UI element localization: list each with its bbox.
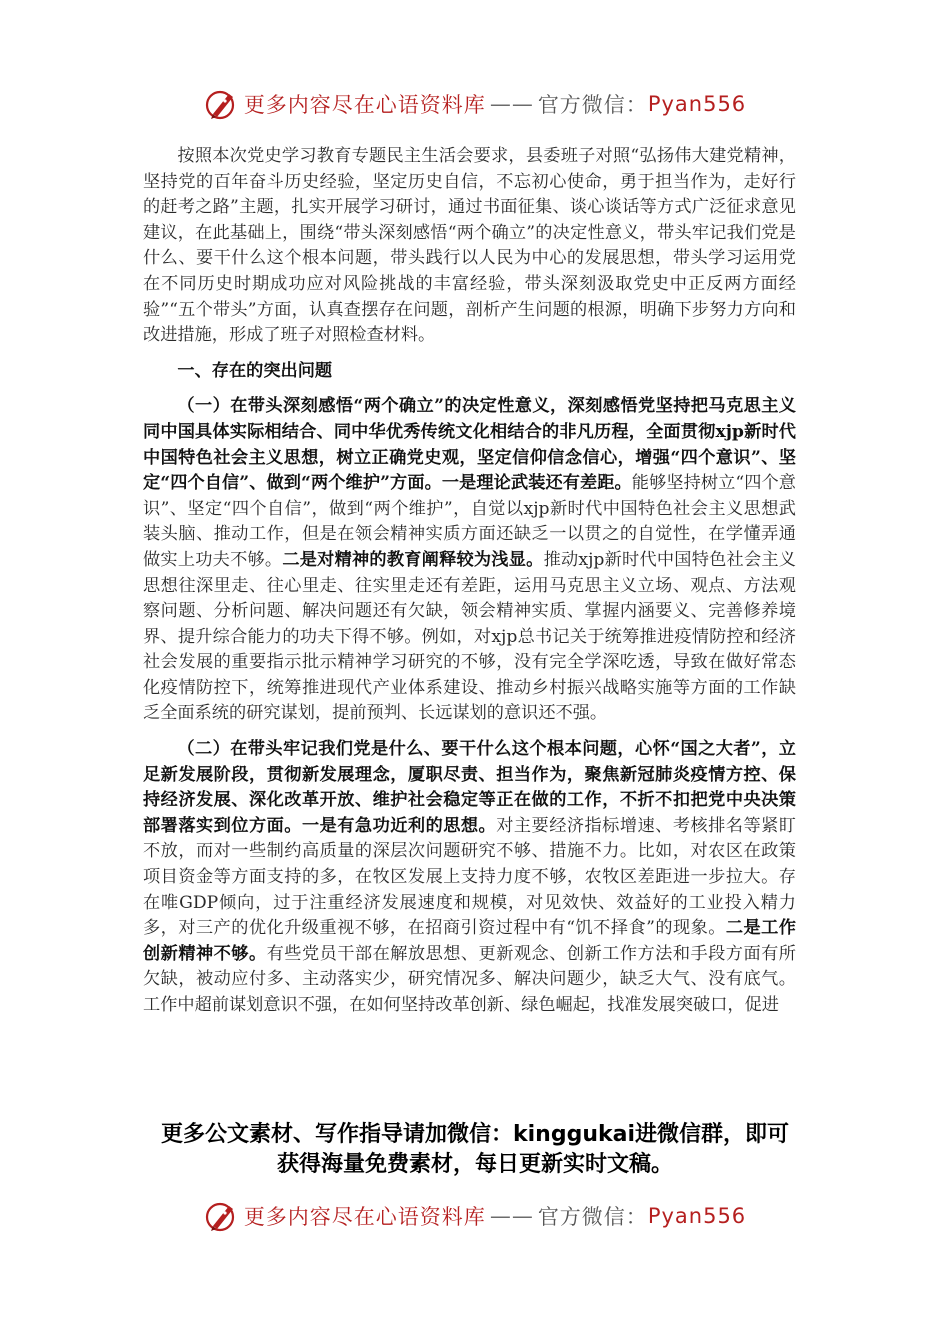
banner-separator: ——: [489, 92, 534, 116]
footer-wechat-label: 官方微信：: [537, 1205, 648, 1229]
footer-separator: ——: [489, 1204, 534, 1228]
paragraph-2: [143, 737, 796, 1019]
banner-wechat-label: 官方微信：: [537, 93, 648, 117]
paragraph-1-text-1: 能够坚持树立“四个意识”、坚定“四个自信”，做到“两个维护”，自觉以xjp新时代中国特色社会主义思想武装头脑、推动工作，但是在领会精神实质方面还缺乏一以贯之的自觉性，在学懂弄通做实上功夫不够。: [143, 473, 796, 570]
intro-paragraph: 按照本次党史学习教育专题民主生活会要求，县委班子对照“弘扬伟大建党精神，坚持党的百年奋斗历史经验，坚定历史自信，不忘初心使命，勇于担当作为，走好行的赶考之路”主题，扎实开展学习研讨，通过书面征集、谈心谈话等方式广泛征求意见建议，在此基础上，围绕“带头深刻感悟“两个确立”的决定性意义，带头牢记我们党是什么、要干什么这个根本问题，带头践行以人民为中心的发展思想，带头学习运用党在不同历史时期成功应对风险挑战的丰富经验，带头深刻汲取党史中正反两方面经验”“五个带头”方面，认真查摆存在问题，剖析产生问题的根源，明确下步努力方向和改进措施，形成了班子对照检查材料。: [143, 146, 796, 346]
pen-nib-logo-icon: [204, 1199, 238, 1233]
banner-site-name: 更多内容尽在心语资料库: [243, 93, 486, 117]
footer-banner: [0, 1196, 950, 1236]
section-heading: 一、存在的突出问题: [177, 360, 333, 381]
promo-notice: [120, 1120, 830, 1180]
paragraph-2-lead: （二）在带头牢记我们党是什么、要干什么这个根本问题，心怀“国之大者”，立足新发展阶段，贯彻新发展理念，厦职尽责、担当作为，聚焦新冠肺炎疫情方控、保持经济发展、深化改革开放、维护社会稳定等正在做的工作，不折不扣把党中央决策部署落实到位方面。一是有急功近利的思想。: [143, 739, 796, 836]
paragraph-2-text-1: 对主要经济指标增速、考核排名等紧盯不放，而对一些制约高质量的深层次问题研究不够、措施不力。比如，对农区在政策项目资金等方面支持的多，在牧区发展上支持力度不够，农牧区差距进一步拉大。存在唯GDP倾向，过于注重经济发展速度和规模，对见效快、效益好的工业投入精力多，对三产的优化升级重视不够，在招商引资过程中有“饥不择食”的现象。: [143, 815, 796, 939]
paragraph-1-lead: （一）在带头深刻感悟“两个确立”的决定性意义，深刻感悟党坚持把马克思主义同中国具体实际相结合、同中华优秀传统文化相结合的非凡历程，全面贯彻xjp新时代中国特色社会主义思想，树立正确党史观，坚定信仰信念信心，增强“四个意识”、坚定“四个自信”、做到“两个维护”方面。一是理论武装还有差距。: [143, 396, 796, 494]
footer-site-name: 更多内容尽在心语资料库: [243, 1205, 486, 1229]
paragraph-1: [143, 394, 796, 727]
header-banner: [0, 84, 950, 124]
promo-line-1: 更多公文素材、写作指导请加微信：kinggukai进微信群，即可: [160, 1122, 789, 1147]
paragraph-2-text-2: 有些党员干部在解放思想、更新观念、创新工作方法和手段方面有所欠缺，被动应付多、主动落实少，研究情况多、解决问题少，缺乏大气、没有底气。工作中超前谋划意识不强，在如何坚持改革创新、绿色崛起，找准发展突破口，促进: [143, 943, 796, 1015]
paragraph-1-point-2: 二是对精神的教育阐释较为浅显。: [282, 549, 544, 570]
document-body: [143, 144, 796, 1019]
paragraph-1-text-2: 推动xjp新时代中国特色社会主义思想往深里走、往心里走、往实里走还有差距，运用马克思主义立场、观点、方法观察问题、分析问题、解决问题还有欠缺，领会精神实质、掌握内涵要义、完善修养境界、提升综合能力的功夫下得不够。例如，对xjp总书记关于统筹推进疫情防控和经济社会发展的重要指示批示精神学习研究的不够，没有完全学深吃透，导致在做好常态化疫情防控下，统筹推进现代产业体系建设、推动乡村振兴战略实施等方面的工作缺乏全面系统的研究谋划，提前预判、长远谋划的意识还不强。: [143, 549, 796, 724]
banner-wechat-id: Pyan556: [647, 92, 747, 116]
paragraph-2-point-2: 二是工作创新精神不够。: [143, 918, 796, 964]
promo-line-2: 获得海量免费素材，每日更新实时文稿。: [276, 1152, 673, 1177]
footer-wechat-id: Pyan556: [647, 1204, 747, 1228]
pen-nib-logo-icon: [204, 87, 238, 121]
